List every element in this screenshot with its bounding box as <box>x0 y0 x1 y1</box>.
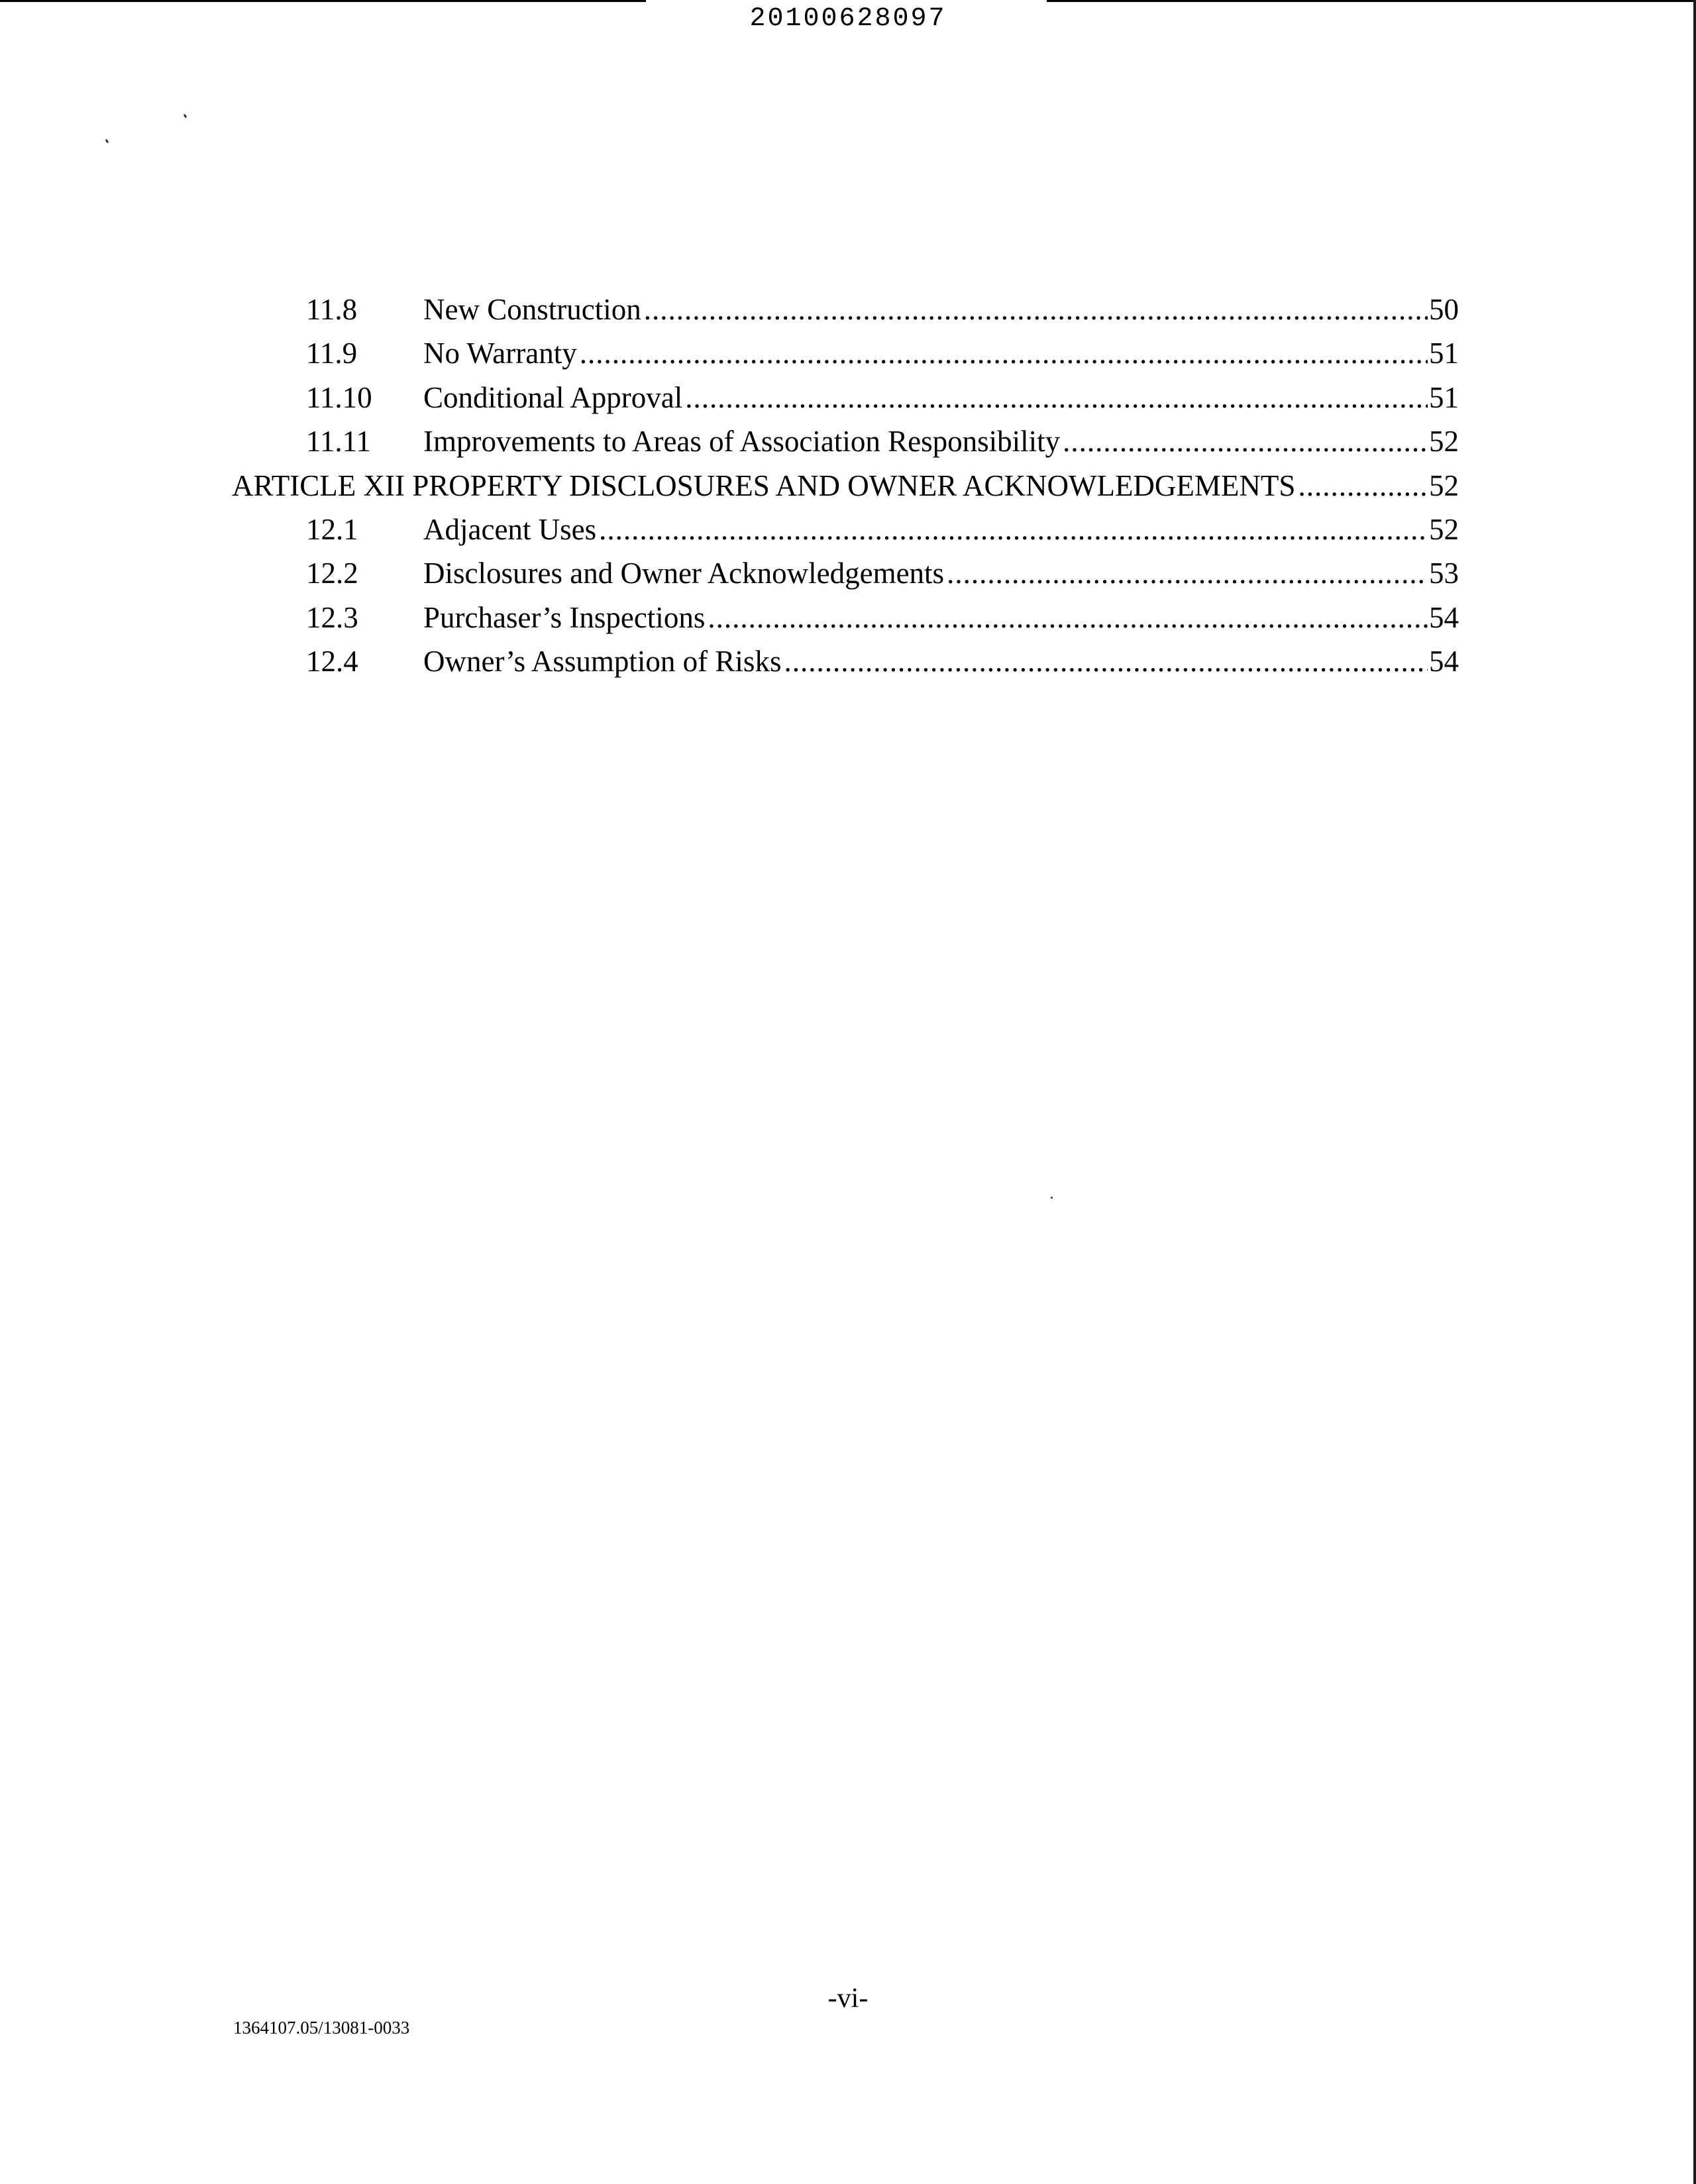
toc-title: Purchaser’s Inspections <box>423 600 706 634</box>
toc-dot-leader <box>947 551 1428 595</box>
toc-dot-leader <box>1063 419 1428 463</box>
toc-entry <box>232 419 1459 463</box>
table-of-contents <box>232 288 1459 684</box>
toc-page-number: 51 <box>1429 380 1459 414</box>
toc-title: New Construction <box>423 293 641 326</box>
toc-article-entry <box>232 464 1459 508</box>
toc-title: Adjacent Uses <box>423 512 597 546</box>
toc-dot-leader <box>644 288 1428 331</box>
toc-dot-leader <box>1298 464 1428 508</box>
toc-entry-line <box>423 639 1459 683</box>
page-edge-top-right <box>1047 0 1696 2</box>
toc-title: Owner’s Assumption of Risks <box>423 645 782 679</box>
scan-speck <box>105 139 109 144</box>
toc-entry-line <box>423 596 1459 639</box>
toc-dot-leader <box>708 596 1428 639</box>
toc-page-number: 54 <box>1429 645 1459 679</box>
toc-section-number: 11.9 <box>306 337 358 370</box>
toc-dot-leader <box>784 639 1428 683</box>
toc-entry <box>232 596 1459 639</box>
toc-entry-line <box>423 288 1459 331</box>
toc-entry <box>232 508 1459 551</box>
toc-page-number: 54 <box>1429 600 1459 634</box>
toc-page-number: 52 <box>1429 512 1459 546</box>
toc-entry <box>232 331 1459 375</box>
toc-entry <box>232 639 1459 683</box>
toc-title: Improvements to Areas of Association Responsibility <box>423 425 1061 459</box>
toc-title: No Warranty <box>423 337 577 370</box>
toc-article-title: ARTICLE XII PROPERTY DISCLOSURES AND OWNER ACKNOWLEDGEMENTS <box>232 468 1296 502</box>
toc-section-number: 12.3 <box>306 600 358 634</box>
document-code: 1364107.05/13081-0033 <box>233 2018 410 2038</box>
toc-entry-line <box>423 508 1459 551</box>
toc-entry <box>232 288 1459 331</box>
scan-speck <box>184 114 187 119</box>
scan-speck <box>1051 1197 1053 1199</box>
toc-entry-line <box>423 331 1459 375</box>
toc-dot-leader <box>685 376 1428 419</box>
toc-entry-line <box>423 419 1459 463</box>
toc-dot-leader <box>580 331 1428 375</box>
toc-page-number: 52 <box>1429 425 1459 459</box>
page-number: -vi- <box>827 1983 869 2014</box>
toc-section-number: 12.2 <box>306 557 358 590</box>
toc-entry <box>232 551 1459 595</box>
toc-page-number: 52 <box>1429 468 1459 502</box>
toc-entry-line <box>232 464 1459 508</box>
toc-page-number: 53 <box>1429 557 1459 590</box>
toc-entry-line <box>423 551 1459 595</box>
toc-entry-line <box>423 376 1459 419</box>
toc-title: Disclosures and Owner Acknowledgements <box>423 557 945 590</box>
page-edge-right <box>1693 0 1696 2184</box>
toc-title: Conditional Approval <box>423 380 683 414</box>
toc-section-number: 11.11 <box>306 425 371 459</box>
toc-section-number: 11.10 <box>306 380 372 414</box>
toc-section-number: 12.4 <box>306 645 358 679</box>
toc-dot-leader <box>599 508 1428 551</box>
page-edge-top-left <box>0 0 646 2</box>
toc-section-number: 11.8 <box>306 293 358 326</box>
toc-section-number: 12.1 <box>306 512 358 546</box>
toc-entry <box>232 376 1459 419</box>
toc-page-number: 50 <box>1429 293 1459 326</box>
toc-page-number: 51 <box>1429 337 1459 370</box>
recording-number: 20100628097 <box>749 4 947 34</box>
